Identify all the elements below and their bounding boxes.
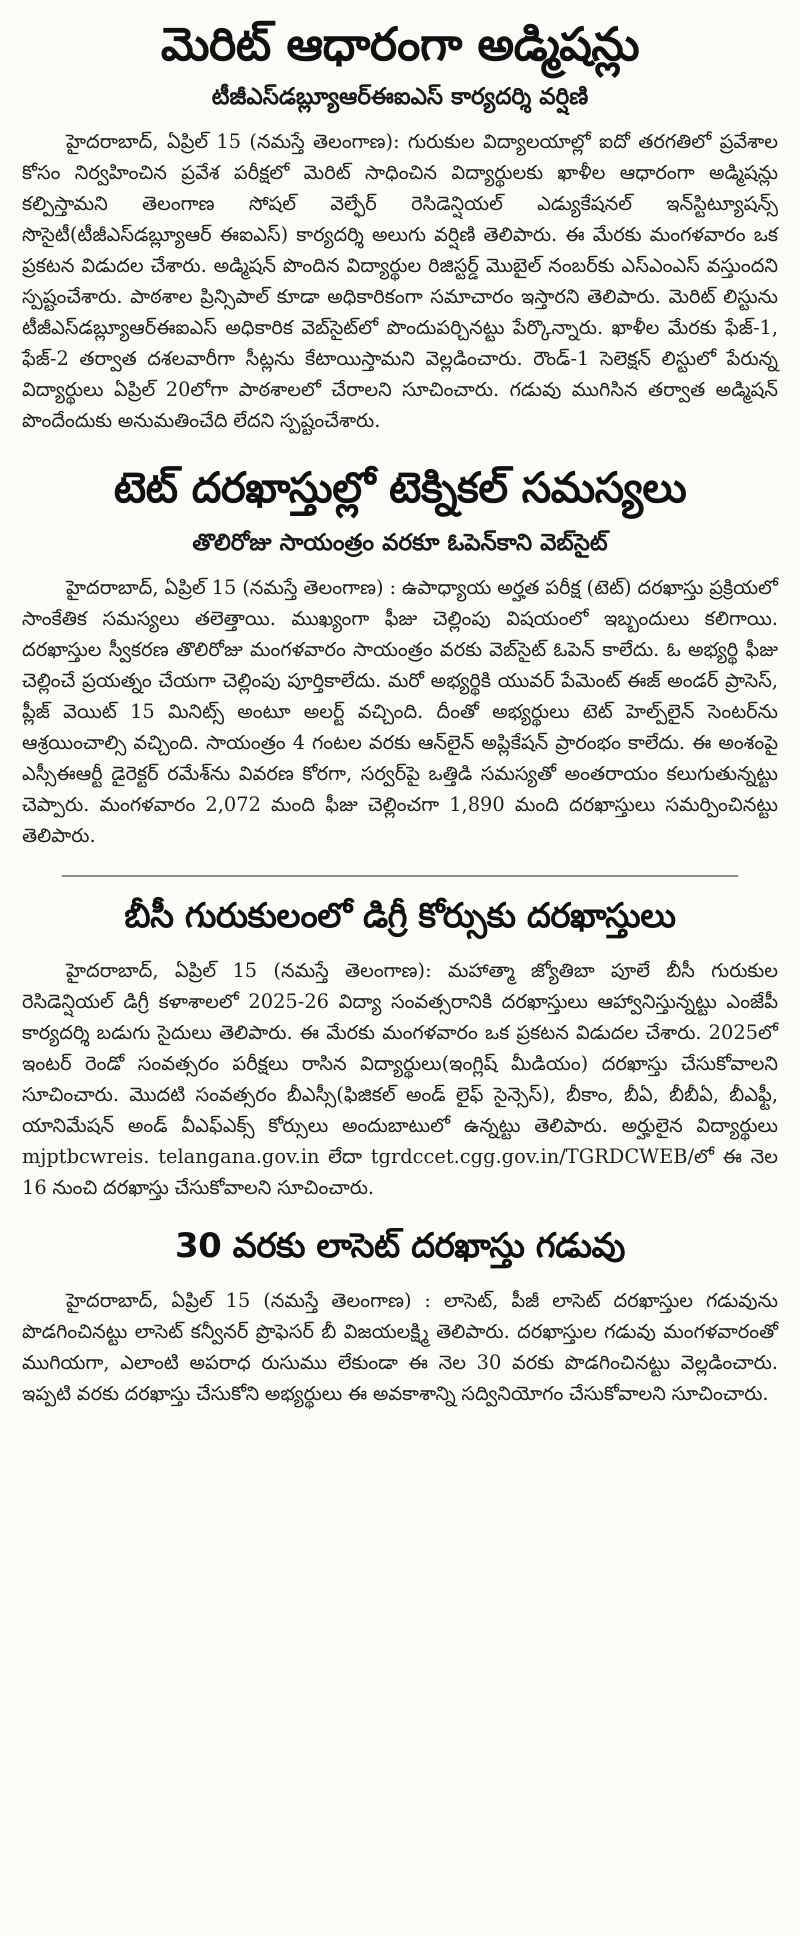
article-body: హైదరాబాద్, ఏప్రిల్ 15 (నమస్తే తెలంగాణ): గురుకుల విద్యాలయాల్లో ఐదో తరగతిలో ప్రవేశాల కోసం నిర్వహించిన ప్రవేశ పరీక్షలో మెరిట్ సాధించిన విద్యార్థులకు ఖాళీల ఆధారంగా అడ్మిషన్లు కల్పిస్తామని తెలంగాణ సోషల్ వెల్ఫేర్ రెసిడెన్షియల్ ఎడ్యుకేషనల్ ఇన్‌స్టిట్యూషన్స్ సొసైటీ(టీజీఎస్‌డబ్ల్యూఆర్ ఈఐఎస్) కార్యదర్శి అలుగు వర్షిణి తెలిపారు. ఈ మేరకు మంగళవారం ఒక ప్రకటన విడుదల చేశారు. అడ్మిషన్ పొందిన విద్యార్థుల రిజిస్టర్డ్ మొబైల్ నంబర్‌కు ఎస్ఎంఎస్ వస్తుందని స్పష్టంచేశారు. పాఠశాల ప్రిన్సిపాల్ కూడా అధికారికంగా సమాచారం ఇస్తారని తెలిపారు. మెరిట్ లిస్టును టీజీఎస్‌డబ్ల్యూఆర్ఈఐఎస్ అధికారిక వెబ్‌సైట్‌లో పొందుపర్చినట్టు పేర్కొన్నారు. ఖాళీల మేరకు ఫేజ్-1, ఫేజ్-2 తర్వాత దశలవారీగా సీట్లను కేటాయిస్తామని వెల్లడించారు. రౌండ్-1 సెలెక్షన్ లిస్టులో పేరున్న విద్యార్థులు ఏప్రిల్ 20లోగా పాఠశాలలో చేరాలని సూచించారు. గడువు ముగిసిన తర్వాత అడ్మిషన్ పొందేందుకు అనుమతించేది లేదని స్పష్టంచేశారు. xyxy=(22,130,779,432)
article-bc-gurukul-degree xyxy=(22,877,778,1203)
article-body: హైదరాబాద్, ఏప్రిల్ 15 (నమస్తే తెలంగాణ) : లాసెట్, పీజీ లాసెట్ దరఖాస్తుల గడువును పొడగించినట్టు లాసెట్ కన్వీనర్ ప్రొఫెసర్ బీ విజయలక్ష్మి తెలిపారు. దరఖాస్తుల గడువు మంగళవారంతో ముగియగా, ఎలాంటి అపరాధ రుసుము లేకుండా ఈ నెల 30 వరకు పొడగించినట్టు వెల్లడించారు. ఇప్పటి వరకు దరఖాస్తు చేసుకోని అభ్యర్థులు ఈ అవకాశాన్ని సద్వినియోగం చేసుకోవాలని సూచించారు. xyxy=(22,1289,778,1405)
article-headline: బీసీ గురుకులంలో డిగ్రీ కోర్సుకు దరఖాస్తులు xyxy=(124,896,676,936)
article-body: హైదరాబాద్, ఏప్రిల్ 15 (నమస్తే తెలంగాణ): మహాత్మా జ్యోతిబా పూలే బీసీ గురుకుల రెసిడెన్షియల్ డిగ్రీ కళాశాలలో 2025-26 విద్యా సంవత్సరానికి దరఖాస్తులు ఆహ్వానిస్తున్నట్టు ఎంజేపీ కార్యదర్శి బడుగు సైదులు తెలిపారు. ఈ మేరకు మంగళవారం ఒక ప్రకటన విడుదల చేశారు. 2025లో ఇంటర్ రెండో సంవత్సరం పరీక్షలు రాసిన విద్యార్థులు(ఇంగ్లిష్ మీడియం) దరఖాస్తు చేసుకోవాలని సూచించారు. మొదటి సంవత్సరం బీఎస్సీ(ఫిజికల్ అండ్ లైఫ్ సైన్సెస్), బీకాం, బీఏ, బీబీఏ, బీఎఫ్టీ, యానిమేషన్ అండ్ వీఎఫ్ఎక్స్ కోర్సులు అందుబాటులో ఉన్నట్టు తెలిపారు. అర్హులైన విద్యార్థులు mjptbcwreis. telangana.gov.in లేదా tgrdccet.cgg.gov.in/TGRDCWEB/లో ఈ నెల 16 నుంచి దరఖాస్తు చేసుకోవాలని సూచించారు. xyxy=(22,959,778,1199)
article-headline: 30 వరకు లాసెట్ దరఖాస్తు గడువు xyxy=(175,1226,625,1266)
article-headline: టెట్ దరఖాస్తుల్లో టెక్నికల్ సమస్యలు xyxy=(113,463,687,512)
article-merit-admissions xyxy=(22,0,778,436)
article-subhead: టీజీఎస్‌డబ్ల్యూఆర్ఈఐఎస్ కార్యదర్శి వర్షిణి xyxy=(211,84,589,110)
article-subhead: తొలిరోజు సాయంత్రం వరకూ ఓపెన్‌కాని వెబ్‌సైట్ xyxy=(192,530,608,556)
article-lawcet-deadline xyxy=(22,1203,778,1409)
article-headline: మెరిట్ ఆధారంగా అడ్మిషన్లు xyxy=(160,17,640,71)
article-body: హైదరాబాద్, ఏప్రిల్ 15 (నమస్తే తెలంగాణ) : ఉపాధ్యాయ అర్హత పరీక్ష (టెట్) దరఖాస్తు ప్రక్రియలో సాంకేతిక సమస్యలు తలెత్తాయి. ముఖ్యంగా ఫీజు చెల్లింపు విషయంలో ఇబ్బందులు కలిగాయి. దరఖాస్తుల స్వీకరణ తొలిరోజు మంగళవారం సాయంత్రం వరకు వెబ్‌సైట్ ఓపెన్ కాలేదు. ఓ అభ్యర్థి ఫీజు చెల్లించే ప్రయత్నం చేయగా చెల్లింపు పూర్తికాలేదు. మరో అభ్యర్థికి యువర్ పేమెంట్ ఈజ్ అండర్ ప్రాసెస్, ప్లీజ్ వెయిట్ 15 మినిట్స్ అంటూ అలర్ట్ వచ్చింది. దీంతో అభ్యర్థులు టెట్ హెల్ప్‌లైన్ సెంటర్‌ను ఆశ్రయించాల్సి వచ్చింది. సాయంత్రం 4 గంటల వరకు ఆన్‌లైన్ అప్లికేషన్ ప్రారంభం కాలేదు. ఈ అంశంపై ఎస్సీఈఆర్టీ డైరెక్టర్ రమేశ్‌ను వివరణ కోరగా, సర్వర్‌పై ఒత్తిడి సమస్యతో అంతరాయం కలుగుతున్నట్టు చెప్పారు. మంగళవారం 2,072 మంది ఫీజు చెల్లించగా 1,890 మంది దరఖాస్తులు సమర్పించినట్టు తెలిపారు. xyxy=(22,576,778,847)
article-tet-technical-issues xyxy=(22,436,778,851)
